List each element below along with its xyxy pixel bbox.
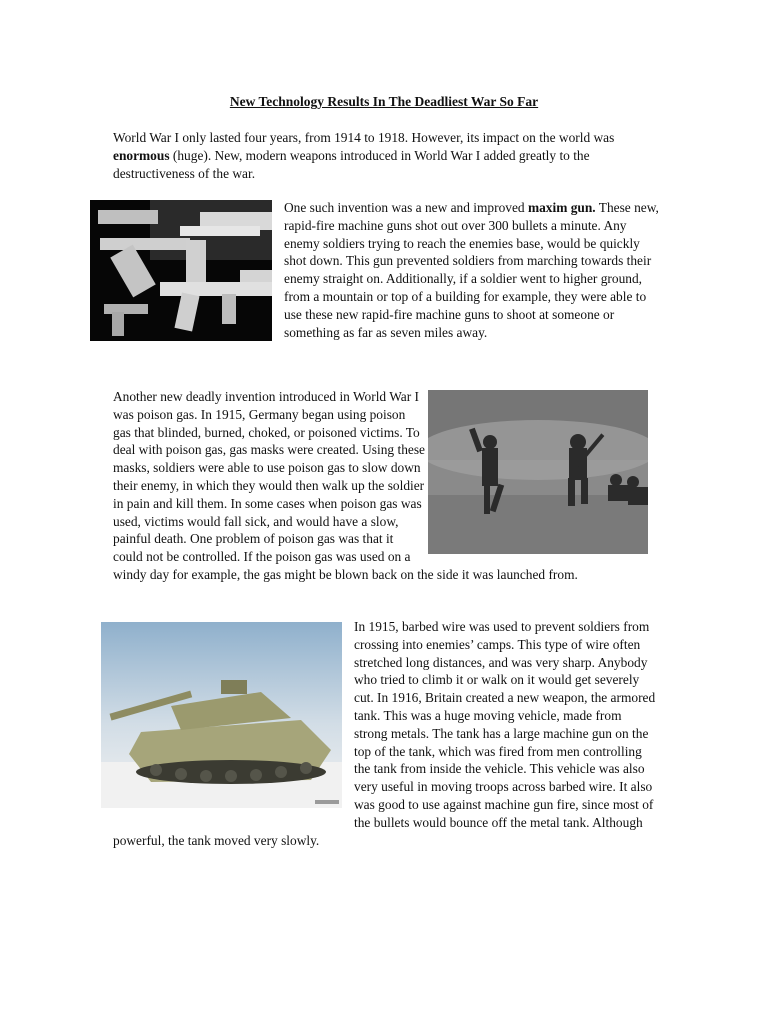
barbed-wire-tank-paragraph: In 1915, barbed wire was used to prevent soldiers from crossing into enemies’ camps. This type of wire often stretched long distances, and was very sharp. Anybody who tried to climb it or walk on it would get severely cut. In 1916, Britain created a new weapon, the armored tank. This was a huge moving vehicle, made from strong metals. The tank has a large machine gun on the top of the tank, which was fired from men controlling the tank from inside the vehicle. This vehicle was also very useful in moving troops across barbed wire. It also was good to use against machine gun fire, since most of the bullets would bounce off the metal tank. Although powerful, the tank moved very slowly. [113, 619, 656, 848]
maxim-gun-paragraph [284, 199, 664, 341]
image-text-wrap-spacer [113, 618, 354, 814]
intro-text-end: (huge). New, modern weapons introduced in World War I added greatly to the destructiveness of the war. [113, 147, 590, 181]
maxim-bold-term: maxim gun. [527, 200, 596, 215]
intro-bold-word: enormous [113, 147, 170, 163]
maxim-text-end: These new, rapid-fire machine guns shot out over 300 bullets a minute. Any enemy soldiers trying to reach the enemies base, would be quickly shot down. This gun prevented soldiers from marching towards their enemy straight on. Additionally, if a soldier went to higher ground, from a mountain or top of a building for example, they were able to use these new rapid-fire machine guns to shoot at someone or something as far as seven miles away. [284, 200, 659, 340]
image-text-wrap-spacer [426, 388, 658, 560]
intro-paragraph [113, 129, 661, 182]
intro-text-start: World War I only lasted four years, from 1914 to 1918. However, its impact on the world was [113, 130, 615, 145]
maxim-text-start: One such invention was a new and improved [284, 200, 528, 215]
document-title: New Technology Results In The Deadliest War So Far [229, 94, 539, 109]
machine-guns-image [90, 200, 272, 341]
poison-gas-paragraph: Another new deadly invention introduced in World War I was poison gas. In 1915, Germany began using poison gas that blinded, burned, choked, or poisoned victims. To deal with poison gas, gas masks were created. Using these masks, soldiers were able to use poison gas to slow down their enemy, in which they would then walk up the soldier in pain and kill them. In some cases when poison gas was used, victims would fall sick, and would have a slow, painful death. One problem of poison gas was that it could not be controlled. If the poison gas was used on a windy day for example, the gas might be blown back on the side it was launched from. [113, 388, 658, 584]
